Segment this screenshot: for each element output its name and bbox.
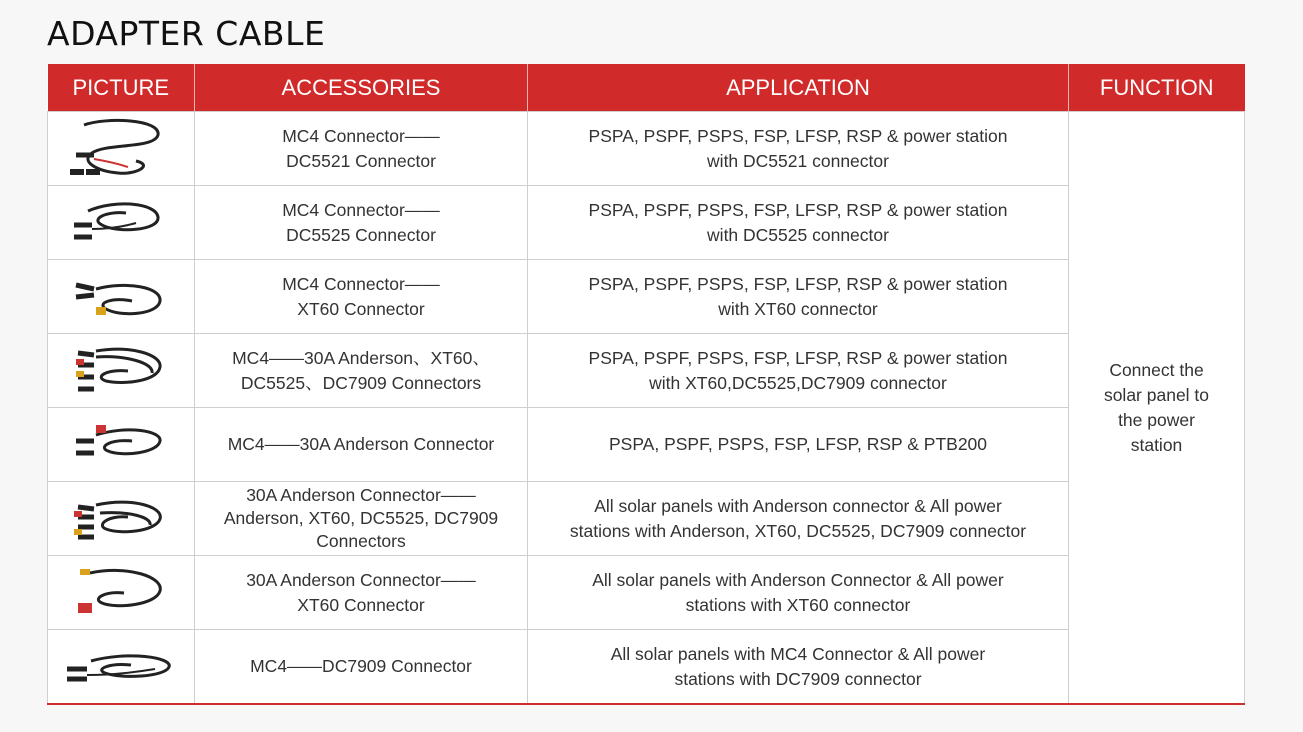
application-cell: [528, 112, 1069, 186]
adapter-cable-table: [47, 64, 1245, 705]
application-cell: [528, 260, 1069, 334]
application-text-line: with XT60,DC5525,DC7909 connector: [649, 372, 947, 393]
cable-image: [66, 189, 176, 257]
application-cell: [528, 630, 1069, 705]
cable-image: [66, 115, 176, 183]
accessory-cell: [195, 334, 528, 408]
application-cell: [528, 556, 1069, 630]
picture-cell: [48, 408, 195, 482]
cable-image: [66, 411, 176, 479]
accessory-text-line: MC4——30A Anderson Connector: [227, 434, 495, 454]
cable-image: [66, 559, 176, 627]
application-text-line: All solar panels with Anderson connector & All power: [594, 495, 1002, 516]
accessory-cell: [195, 260, 528, 334]
application-text-line: with DC5521 connector: [707, 150, 889, 171]
picture-cell: [48, 112, 195, 186]
table-header-row: [48, 64, 1245, 112]
picture-cell: [48, 556, 195, 630]
accessory-text-line: 30A Anderson Connector——: [246, 569, 476, 590]
table-row: [48, 186, 1245, 260]
picture-cell: [48, 186, 195, 260]
picture-cell: [48, 482, 195, 556]
application-text-line: PSPA, PSPF, PSPS, FSP, LFSP, RSP & power station: [588, 199, 1008, 220]
header-accessories: ACCESSORIES: [195, 64, 528, 112]
picture-cell: [48, 334, 195, 408]
function-text-line: the power: [1118, 409, 1195, 430]
table-row: [48, 630, 1245, 705]
application-text-line: PSPA, PSPF, PSPS, FSP, LFSP, RSP & PTB200: [608, 434, 988, 454]
cable-image: [66, 337, 176, 405]
function-cell: [1069, 112, 1245, 705]
application-text-line: All solar panels with MC4 Connector & All power: [610, 643, 986, 664]
accessory-text-line: 30A Anderson Connector——: [246, 485, 476, 505]
picture-cell: [48, 260, 195, 334]
application-cell: [528, 408, 1069, 482]
header-function: FUNCTION: [1069, 64, 1245, 112]
header-picture: PICTURE: [48, 64, 195, 112]
application-text-line: PSPA, PSPF, PSPS, FSP, LFSP, RSP & power station: [588, 125, 1008, 146]
header-application: APPLICATION: [528, 64, 1069, 112]
application-text-line: All solar panels with Anderson Connector & All power: [592, 569, 1004, 590]
accessory-cell: [195, 112, 528, 186]
accessory-text-line: Anderson, XT60, DC5525, DC7909: [223, 508, 499, 528]
function-text-line: station: [1130, 434, 1183, 455]
function-text-line: solar panel to: [1103, 384, 1210, 405]
application-cell: [528, 186, 1069, 260]
accessory-text-line: DC5525 Connector: [286, 224, 436, 245]
table-row: [48, 112, 1245, 186]
application-text-line: stations with Anderson, XT60, DC5525, DC7909 connector: [569, 520, 1027, 541]
accessory-cell: [195, 186, 528, 260]
table-row: [48, 556, 1245, 630]
application-text-line: PSPA, PSPF, PSPS, FSP, LFSP, RSP & power station: [588, 273, 1008, 294]
application-cell: [528, 334, 1069, 408]
picture-cell: [48, 630, 195, 705]
accessory-text-line: MC4——30A Anderson、XT60、: [232, 347, 490, 368]
table-row: [48, 334, 1245, 408]
application-text-line: with DC5525 connector: [707, 224, 889, 245]
application-text-line: stations with XT60 connector: [685, 594, 911, 615]
accessory-text-line: Connectors: [316, 531, 406, 551]
table-row: [48, 482, 1245, 556]
table-row: [48, 260, 1245, 334]
accessory-text-line: XT60 Connector: [297, 594, 425, 615]
application-text-line: with XT60 connector: [718, 298, 878, 319]
page-title: ADAPTER CABLE: [47, 14, 326, 53]
accessory-text-line: MC4——DC7909 Connector: [250, 656, 472, 676]
application-cell: [528, 482, 1069, 556]
accessory-text-line: DC5525、DC7909 Connectors: [240, 372, 482, 393]
accessory-cell: [195, 482, 528, 556]
accessory-cell: [195, 630, 528, 705]
cable-image: [61, 633, 181, 701]
accessory-cell: [195, 556, 528, 630]
accessory-text-line: XT60 Connector: [297, 298, 425, 319]
accessory-text-line: MC4 Connector——: [282, 125, 440, 146]
cable-image: [66, 263, 176, 331]
function-text-line: Connect the: [1109, 359, 1204, 380]
accessory-cell: [195, 408, 528, 482]
accessory-text-line: MC4 Connector——: [282, 199, 440, 220]
accessory-text-line: MC4 Connector——: [282, 273, 440, 294]
accessory-text-line: DC5521 Connector: [286, 150, 436, 171]
table-row: [48, 408, 1245, 482]
cable-image: [66, 485, 176, 553]
application-text-line: PSPA, PSPF, PSPS, FSP, LFSP, RSP & power station: [588, 347, 1008, 368]
application-text-line: stations with DC7909 connector: [674, 668, 922, 689]
